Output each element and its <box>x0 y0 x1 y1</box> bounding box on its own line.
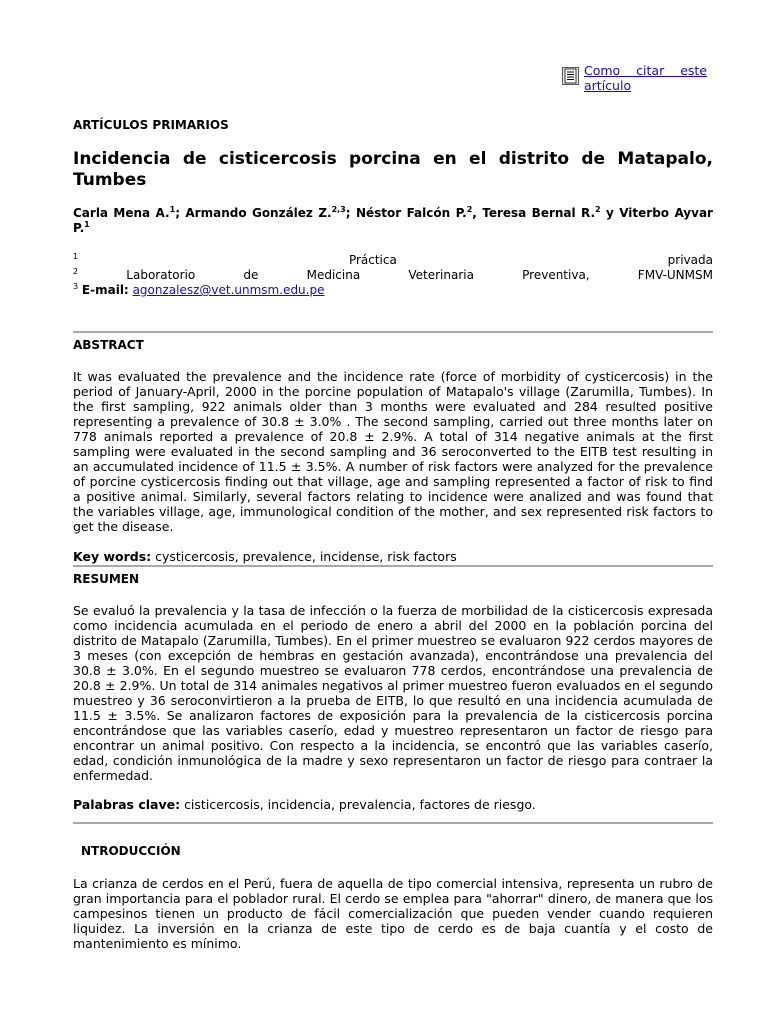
author: Viterbo Ayvar P.$^1$ <box>73 206 713 235</box>
divider <box>73 822 713 824</box>
author: Carla Mena A.$^1$; <box>73 205 186 220</box>
affiliation-1: $^1$ Práctica privada <box>73 252 713 267</box>
divider <box>73 331 713 333</box>
affiliation-2: $^2$ Laboratorio de Medicina Veterinaria Preventiva, FMV-UNMSM <box>73 267 713 282</box>
email-link[interactable]: agonzalesz@vet.unmsm.edu.pe <box>132 283 325 297</box>
document-icon[interactable] <box>562 67 579 85</box>
author-list <box>73 206 713 236</box>
resumen-keywords: Palabras clave: cisticercosis, incidencia, prevalencia, factores de riesgo. <box>73 797 536 812</box>
cite-article-link[interactable]: Como citar este artículo <box>584 63 707 93</box>
resumen-heading: RESUMEN <box>73 572 140 586</box>
article-title: Incidencia de cisticercosis porcina en el distrito de Matapalo, Tumbes <box>73 149 713 190</box>
section-label: ARTÍCULOS PRIMARIOS <box>73 118 229 132</box>
affiliation-3: $^3$ E-mail: agonzalesz@vet.unmsm.edu.pe <box>73 282 325 297</box>
author: Armando González Z.$^{2,3}$; <box>185 205 356 220</box>
abstract-body: It was evaluated the prevalence and the incidence rate (force of morbidity of cysticercosis) in the period of January-April, 2000 in the porcine population of Matapalo's village (Zarumilla, Tumbes). In the first sampling, 922 animals older than 3 months were evaluated and 284 resulted positive representing a prevalence of 30.8 ± 3.0% . The second sampling, carried out three months later on 778 animals reported a prevalence of 20.8 ± 2.9%. A total of 314 negative animals at the first sampling were evaluated in the second sampling and 36 seroconverted to the EITB test resulting in an accumulated incidence of 11.5 ± 3.5%. A number of risk factors were analyzed for the prevalence of porcine cysticercosis finding out that village, age and sampling represented a factor of risk to find a positive animal. Similarly, several factors relating to incidence were analized and was found that the variables village, age, immunological condition of the mother, and sex represented risk factors to get the disease. <box>73 369 713 534</box>
resumen-body: Se evaluó la prevalencia y la tasa de infección o la fuerza de morbilidad de la cisticercosis expresada como incidencia acumulada en el periodo de enero a abril del 2000 en la población porcina del distrito de Matapalo (Zarumilla, Tumbes). En el primer muestreo se evaluaron 922 cerdos mayores de 3 meses (con excepción de hembras en gestación avanzada), encontrándose una prevalencia del 30.8 ± 3.0%. En el segundo muestreo se evaluaron 778 cerdos, encontrándose una prevalencia de 20.8 ± 2.9%. Un total de 314 animales negativos al primer muestreo fueron evaluados en el segundo muestreo y 36 seroconvirtieron a la prueba de EITB, lo que resultó en una incidencia acumulada de 11.5 ± 3.5%. Se analizaron factores de exposición para la prevalencia de la cisticercosis porcina encontrándose que las variables caserío, edad y muestreo representaron un factor de riesgo para encontrar un animal positivo. Con respecto a la incidencia, se encontró que las variables caserío, edad, condición inmunológica de la madre y sexo representaron un factor de riesgo para contraer la enfermedad. <box>73 603 713 783</box>
divider <box>73 565 713 567</box>
abstract-heading: ABSTRACT <box>73 338 144 352</box>
abstract-keywords: Key words: cysticercosis, prevalence, incidense, risk factors <box>73 549 457 564</box>
intro-body: La crianza de cerdos en el Perú, fuera de aquella de tipo comercial intensiva, representa un rubro de gran importancia para el poblador rural. El cerdo se emplea para "ahorrar" dinero, de manera que los campesinos tienen un producto de fácil comercialización que pueden vender cuando requieren liquidez. La inversión en la crianza de este tipo de cerdo es de baja cuantía y el costo de mantenimiento es mínimo. <box>73 876 713 951</box>
cite-box <box>562 63 708 93</box>
intro-heading: NTRODUCCIÓN <box>81 844 181 858</box>
author: Néstor Falcón P.$^2$, <box>355 205 483 220</box>
author: Teresa Bernal R.$^2$ y <box>482 205 620 220</box>
